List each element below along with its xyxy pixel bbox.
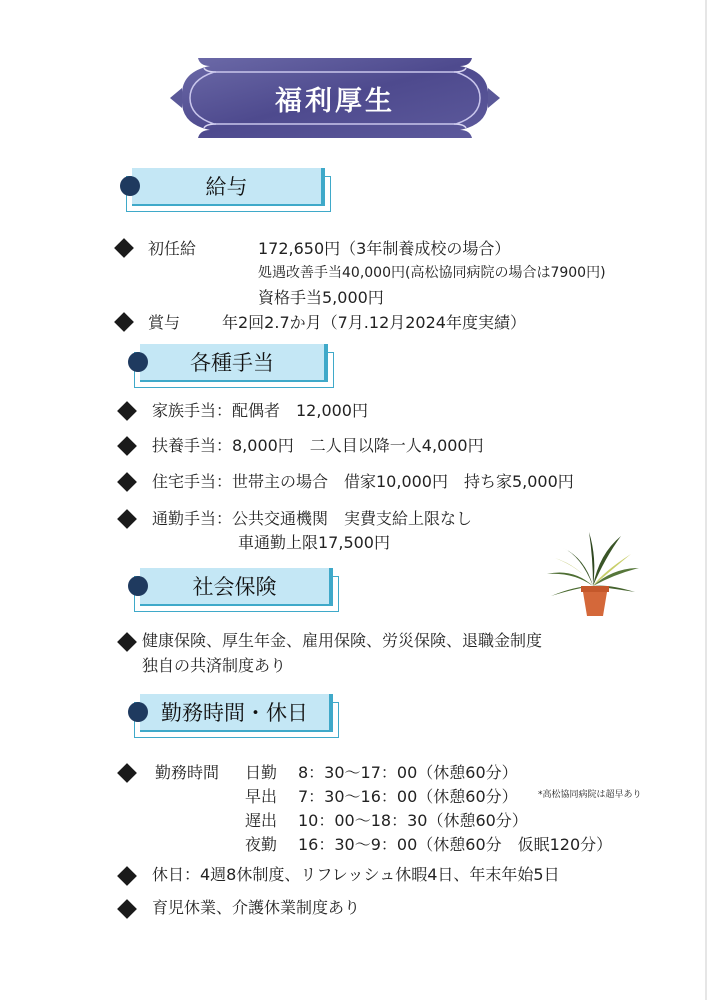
holidays: 休日：4週8休制度、リフレッシュ休暇4日、年末年始5日 (152, 865, 560, 884)
diamond-bullet-icon (117, 899, 137, 919)
diamond-bullet-icon (117, 472, 137, 492)
potted-plant-icon (543, 528, 643, 620)
section-header-insurance (128, 568, 333, 606)
shift-name: 夜勤 (245, 835, 278, 854)
section-header-allowances (128, 344, 328, 382)
leave-systems: 育児休業、介護休業制度あり (152, 898, 361, 917)
diamond-bullet-icon (114, 238, 134, 258)
shift-name: 遅出 (245, 811, 278, 830)
family-allowance: 家族手当：配偶者 12,000円 (152, 401, 368, 420)
starting-salary-note-2: 資格手当5,000円 (258, 288, 384, 307)
shift-name: 早出 (245, 787, 278, 806)
section-dot (120, 176, 140, 196)
commute-allowance-2: 車通勤上限17,500円 (238, 533, 390, 552)
diamond-bullet-icon (117, 401, 137, 421)
housing-allowance: 住宅手当：世帯主の場合 借家10,000円 持ち家5,000円 (152, 472, 574, 491)
insurance-line-2: 独自の共済制度あり (142, 656, 287, 675)
commute-allowance-1: 通勤手当：公共交通機関 実費支給上限なし (152, 509, 473, 528)
diamond-bullet-icon (117, 632, 137, 652)
section-title-salary: 給与 (132, 168, 325, 206)
section-dot (128, 352, 148, 372)
shift-time: 16：30〜9：00（休憩60分 仮眠120分） (298, 835, 613, 854)
starting-salary-value: 172,650円（3年制養成校の場合） (258, 239, 511, 258)
diamond-bullet-icon (117, 763, 137, 783)
shift-name: 日勤 (245, 763, 278, 782)
section-dot (128, 576, 148, 596)
diamond-bullet-icon (117, 436, 137, 456)
diamond-bullet-icon (114, 312, 134, 332)
bonus-label: 賞与 (148, 313, 181, 332)
shift-time: 7：30〜16：00（休憩60分） (298, 787, 518, 806)
title-banner (170, 58, 500, 138)
section-header-hours (128, 694, 333, 732)
section-title-hours: 勤務時間・休日 (140, 694, 333, 732)
section-header-salary (120, 168, 325, 206)
bonus-value: 年2回2.7か月（7月.12月2024年度実績） (222, 313, 526, 332)
diamond-bullet-icon (117, 866, 137, 886)
section-title-allowances: 各種手当 (140, 344, 328, 382)
shift-time: 10：00〜18：30（休憩60分） (298, 811, 528, 830)
section-title-insurance: 社会保険 (140, 568, 333, 606)
starting-salary-note-1: 処遇改善手当40,000円(高松協同病院の場合は7900円) (258, 265, 606, 281)
dependent-allowance: 扶養手当：8,000円 二人目以降一人4,000円 (152, 436, 484, 455)
hours-label: 勤務時間 (155, 763, 220, 782)
insurance-line-1: 健康保険、厚生年金、雇用保険、労災保険、退職金制度 (142, 631, 543, 650)
section-dot (128, 702, 148, 722)
early-shift-note: *高松協同病院は超早あり (538, 790, 642, 800)
shift-time: 8：30〜17：00（休憩60分） (298, 763, 518, 782)
diamond-bullet-icon (117, 509, 137, 529)
page-title: 福利厚生 (275, 85, 395, 117)
starting-salary-label: 初任給 (148, 239, 197, 258)
